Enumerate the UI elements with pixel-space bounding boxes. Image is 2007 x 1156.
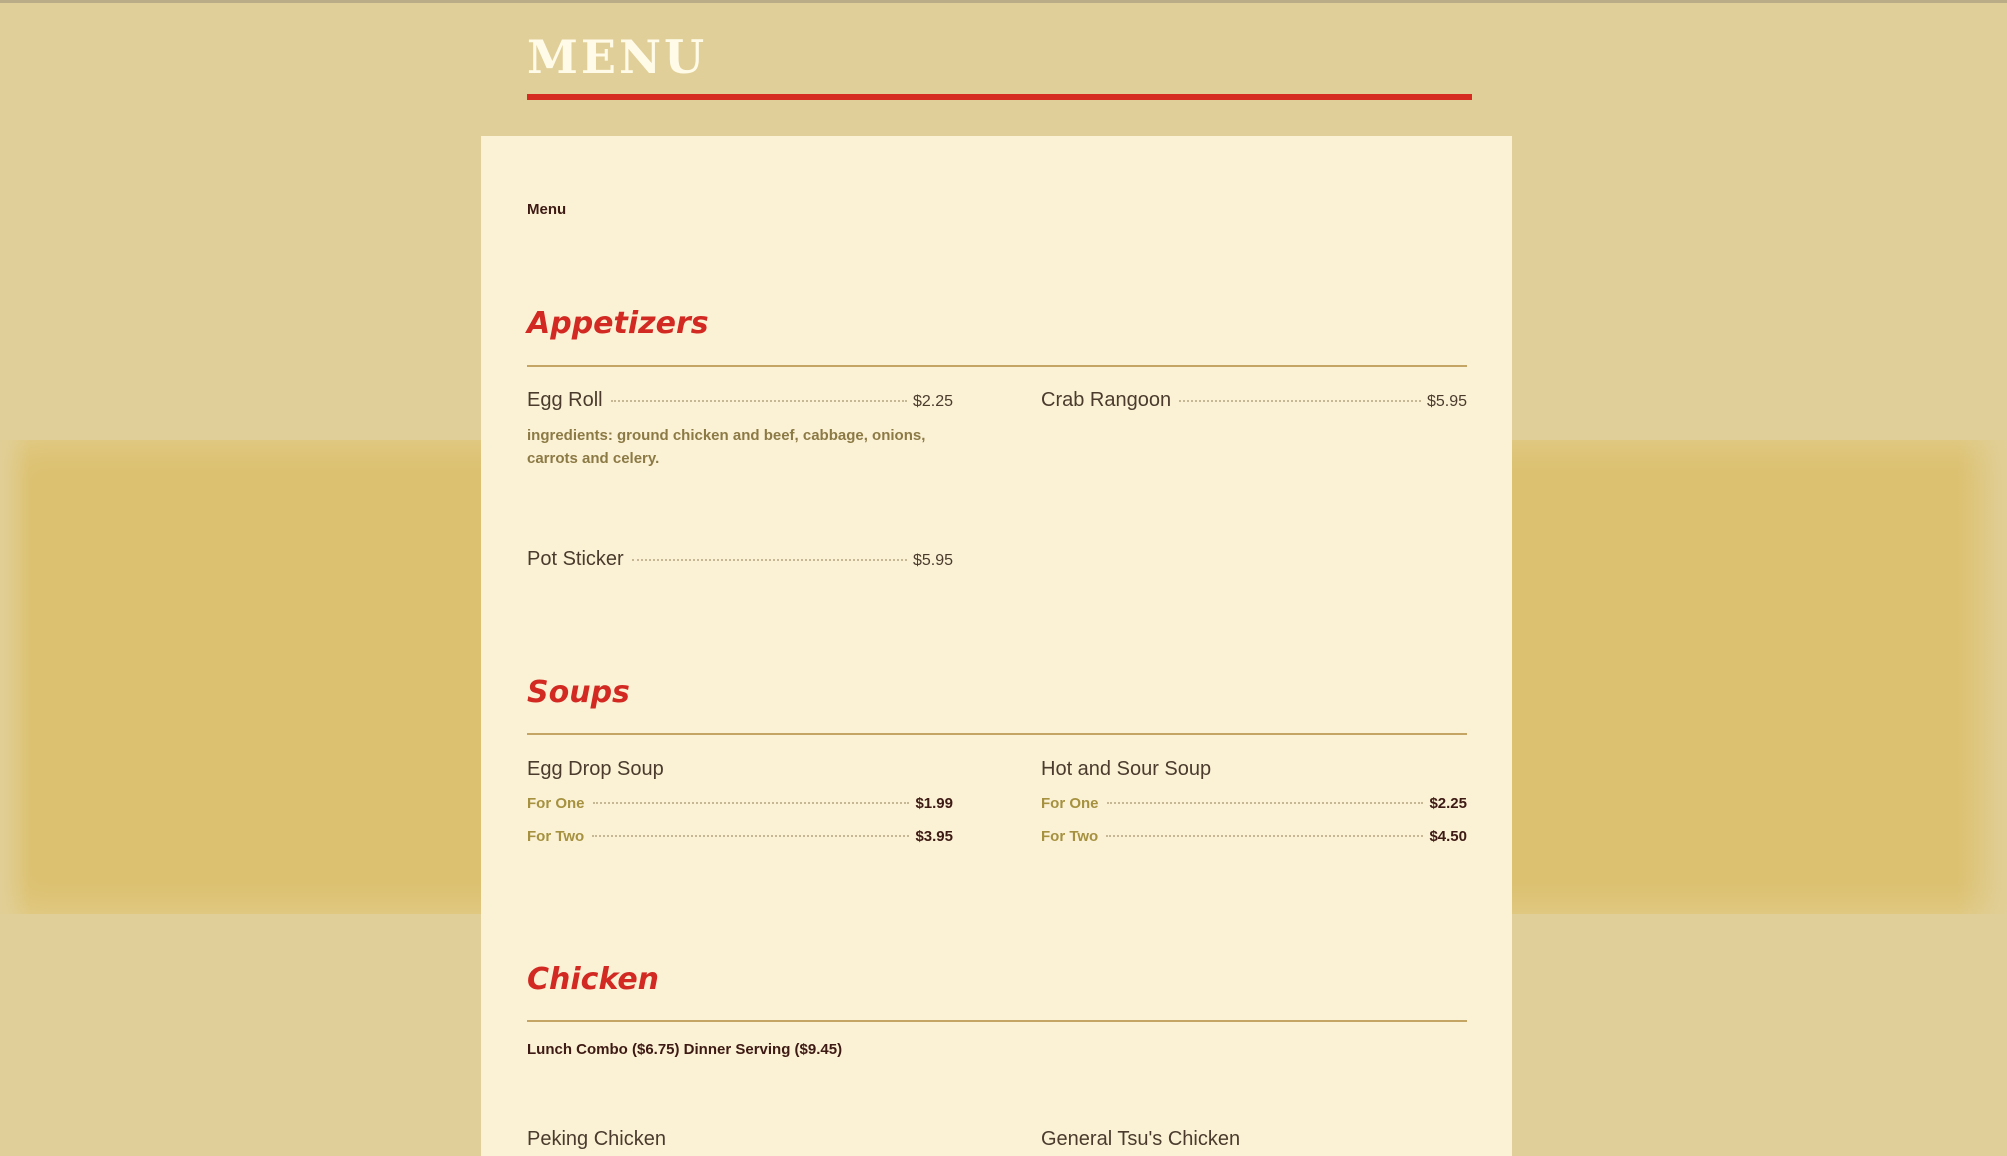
size-price: $2.25: [1429, 795, 1467, 812]
dotted-leader: [611, 400, 907, 402]
size-label: For One: [1041, 795, 1099, 812]
title-underline: [527, 94, 1472, 100]
menu-item-crab-rangoon: [1041, 389, 1467, 412]
section-divider: [527, 365, 1467, 367]
section-divider: [527, 733, 1467, 735]
dotted-leader: [1106, 835, 1423, 837]
item-description: ingredients: ground chicken and beef, cabbage, onions, carrots and celery.: [527, 427, 926, 467]
menu-item-general-tsus-chicken: [1041, 1128, 1467, 1151]
breadcrumb[interactable]: Menu: [527, 201, 567, 218]
section-divider: [527, 1020, 1467, 1022]
size-price: $4.50: [1429, 828, 1467, 845]
menu-panel: [481, 136, 1512, 1156]
item-name: Hot and Sour Soup: [1041, 758, 1212, 780]
dotted-leader: [632, 559, 907, 561]
section-title-chicken: Chicken: [527, 962, 660, 997]
background-band-fade-left: [0, 440, 30, 914]
dotted-leader: [1179, 400, 1421, 402]
size-option: [527, 795, 953, 812]
item-name: Egg Roll: [527, 389, 603, 411]
size-label: For One: [527, 795, 585, 812]
dotted-leader: [593, 802, 910, 804]
top-border: [0, 0, 2007, 3]
size-option: [1041, 795, 1467, 812]
menu-item-peking-chicken: [527, 1128, 953, 1151]
background-band-fade-right: [1957, 440, 2007, 914]
menu-item-hot-and-sour-soup: [1041, 758, 1467, 845]
size-price: $3.95: [915, 828, 953, 845]
size-label: For Two: [1041, 828, 1099, 845]
size-option: [1041, 828, 1467, 845]
menu-item-egg-roll: [527, 389, 953, 470]
item-name: Crab Rangoon: [1041, 389, 1172, 411]
menu-item-egg-drop-soup: [527, 758, 953, 845]
dotted-leader: [1107, 802, 1424, 804]
item-name: Pot Sticker: [527, 548, 624, 570]
size-label: For Two: [527, 828, 585, 845]
section-note: Lunch Combo ($6.75) Dinner Serving ($9.45): [527, 1041, 843, 1058]
section-title-soups: Soups: [527, 675, 630, 710]
size-option: [527, 828, 953, 845]
item-name: Peking Chicken: [527, 1128, 666, 1150]
section-title-appetizers: Appetizers: [527, 306, 709, 341]
item-name: General Tsu's Chicken: [1041, 1128, 1241, 1150]
item-price: $2.25: [912, 393, 953, 410]
item-name: Egg Drop Soup: [527, 758, 664, 780]
page-title: MENU: [527, 30, 708, 84]
dotted-leader: [592, 835, 909, 837]
item-price: $5.95: [912, 552, 953, 569]
menu-item-pot-sticker: [527, 548, 953, 571]
item-price: $5.95: [1426, 393, 1467, 410]
size-price: $1.99: [915, 795, 953, 812]
